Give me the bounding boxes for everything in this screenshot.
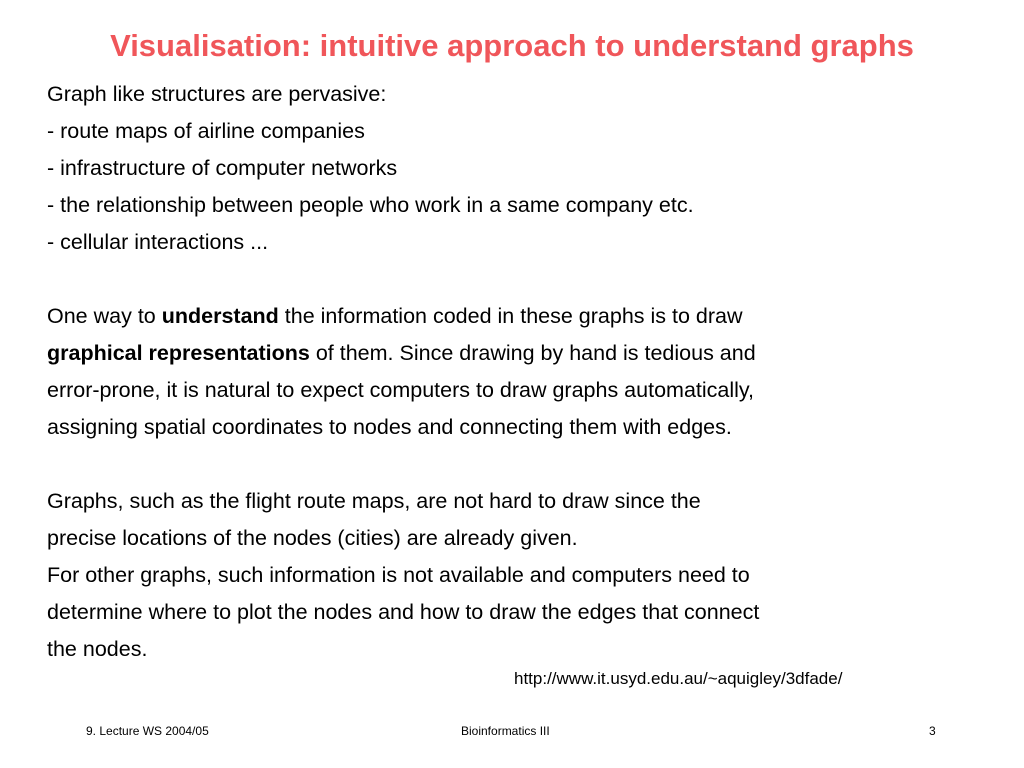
emphasis-graphical-representations: graphical representations [47, 341, 310, 365]
intro-heading: Graph like structures are pervasive: [47, 82, 387, 106]
paragraph-spacer [47, 261, 947, 298]
para2-line-3: For other graphs, such information is not available and computers need to [47, 563, 750, 587]
paragraph-spacer [47, 446, 947, 483]
bullet-item-airline: - route maps of airline companies [47, 119, 365, 143]
bullet-item-relationships: - the relationship between people who work in a same company etc. [47, 193, 694, 217]
para2-line-2: precise locations of the nodes (cities) are already given. [47, 526, 578, 550]
slide-body [47, 76, 947, 668]
emphasis-understand: understand [161, 304, 279, 328]
bullet-item-cellular: - cellular interactions ... [47, 230, 269, 254]
para1-text: the information coded in these graphs is to draw [278, 304, 743, 328]
para1-line-3: error-prone, it is natural to expect computers to draw graphs automatically, [47, 378, 755, 402]
para2-line-4: determine where to plot the nodes and how to draw the edges that connect [47, 600, 760, 624]
page-number: 3 [929, 724, 936, 738]
para1-line-1 [47, 298, 947, 335]
para1-text: One way to [47, 304, 162, 328]
para1-line-4: assigning spatial coordinates to nodes and connecting them with edges. [47, 415, 732, 439]
footer-course: Bioinformatics III [461, 724, 550, 738]
para1-text: of them. Since drawing by hand is tedious and [309, 341, 756, 365]
bullet-item-networks: - infrastructure of computer networks [47, 156, 398, 180]
para1-line-2 [47, 335, 947, 372]
slide-title: Visualisation: intuitive approach to understand graphs [110, 28, 914, 63]
source-link[interactable]: http://www.it.usyd.edu.au/~aquigley/3dfade/ [514, 669, 843, 688]
para2-line-1: Graphs, such as the flight route maps, are not hard to draw since the [47, 489, 701, 513]
footer-lecture: 9. Lecture WS 2004/05 [86, 724, 209, 738]
para2-line-5: the nodes. [47, 637, 148, 661]
